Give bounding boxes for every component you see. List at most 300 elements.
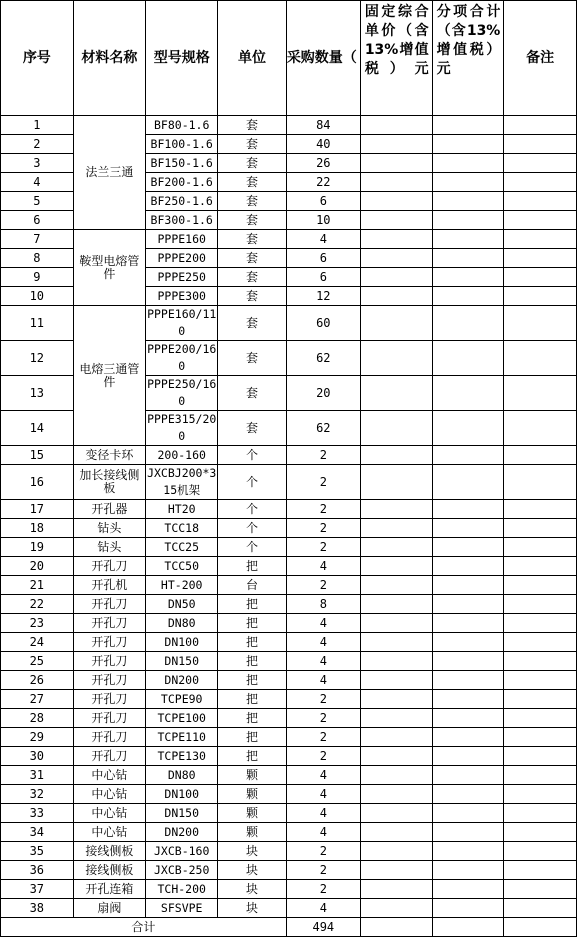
row-fixed-price bbox=[360, 446, 432, 465]
row-subtotal bbox=[432, 576, 504, 595]
row-subtotal bbox=[432, 268, 504, 287]
row-unit: 套 bbox=[218, 154, 287, 173]
row-unit: 套 bbox=[218, 249, 287, 268]
row-unit: 套 bbox=[218, 376, 287, 411]
row-remark bbox=[504, 899, 577, 918]
row-qty: 2 bbox=[286, 880, 360, 899]
row-unit: 套 bbox=[218, 411, 287, 446]
header-name: 材料名称 bbox=[73, 1, 146, 116]
row-remark bbox=[504, 341, 577, 376]
row-remark bbox=[504, 249, 577, 268]
table-row bbox=[1, 861, 577, 880]
table-row bbox=[1, 899, 577, 918]
row-subtotal bbox=[432, 804, 504, 823]
row-qty: 4 bbox=[286, 557, 360, 576]
row-qty: 4 bbox=[286, 785, 360, 804]
row-seq: 11 bbox=[1, 306, 74, 341]
row-seq: 17 bbox=[1, 500, 74, 519]
row-unit: 把 bbox=[218, 633, 287, 652]
row-seq: 7 bbox=[1, 230, 74, 249]
row-name: 接线侧板 bbox=[73, 861, 146, 880]
row-fixed-price bbox=[360, 728, 432, 747]
row-unit: 套 bbox=[218, 306, 287, 341]
row-fixed-price bbox=[360, 804, 432, 823]
row-subtotal bbox=[432, 557, 504, 576]
row-subtotal bbox=[432, 823, 504, 842]
row-unit: 套 bbox=[218, 116, 287, 135]
row-unit: 套 bbox=[218, 287, 287, 306]
row-qty: 12 bbox=[286, 287, 360, 306]
row-subtotal bbox=[432, 633, 504, 652]
table-row bbox=[1, 633, 577, 652]
row-subtotal bbox=[432, 747, 504, 766]
row-fixed-price bbox=[360, 633, 432, 652]
row-spec: BF150-1.6 bbox=[146, 154, 218, 173]
row-remark bbox=[504, 465, 577, 500]
row-name: 开孔机 bbox=[73, 576, 146, 595]
row-name: 开孔刀 bbox=[73, 557, 146, 576]
row-remark bbox=[504, 376, 577, 411]
row-seq: 23 bbox=[1, 614, 74, 633]
row-fixed-price bbox=[360, 842, 432, 861]
row-remark bbox=[504, 633, 577, 652]
row-spec: DN150 bbox=[146, 652, 218, 671]
table-row bbox=[1, 557, 577, 576]
table-row bbox=[1, 690, 577, 709]
row-unit: 台 bbox=[218, 576, 287, 595]
row-subtotal bbox=[432, 538, 504, 557]
row-subtotal bbox=[432, 154, 504, 173]
row-seq: 12 bbox=[1, 341, 74, 376]
row-unit: 个 bbox=[218, 500, 287, 519]
row-spec: PPPE200/160 bbox=[146, 341, 218, 376]
table-row bbox=[1, 671, 577, 690]
row-fixed-price bbox=[360, 154, 432, 173]
row-seq: 3 bbox=[1, 154, 74, 173]
row-qty: 4 bbox=[286, 823, 360, 842]
row-fixed-price bbox=[360, 519, 432, 538]
row-unit: 把 bbox=[218, 671, 287, 690]
row-fixed-price bbox=[360, 306, 432, 341]
row-unit: 颗 bbox=[218, 804, 287, 823]
row-remark bbox=[504, 614, 577, 633]
table-row bbox=[1, 446, 577, 465]
row-seq: 14 bbox=[1, 411, 74, 446]
row-name: 开孔刀 bbox=[73, 614, 146, 633]
row-qty: 40 bbox=[286, 135, 360, 154]
total-remark bbox=[504, 918, 577, 937]
row-subtotal bbox=[432, 465, 504, 500]
row-qty: 2 bbox=[286, 709, 360, 728]
row-unit: 套 bbox=[218, 268, 287, 287]
row-qty: 2 bbox=[286, 576, 360, 595]
row-seq: 26 bbox=[1, 671, 74, 690]
row-qty: 2 bbox=[286, 842, 360, 861]
row-subtotal bbox=[432, 595, 504, 614]
row-fixed-price bbox=[360, 595, 432, 614]
row-seq: 31 bbox=[1, 766, 74, 785]
row-remark bbox=[504, 652, 577, 671]
row-subtotal bbox=[432, 341, 504, 376]
row-qty: 2 bbox=[286, 465, 360, 500]
row-remark bbox=[504, 576, 577, 595]
row-seq: 20 bbox=[1, 557, 74, 576]
row-subtotal bbox=[432, 652, 504, 671]
row-seq: 36 bbox=[1, 861, 74, 880]
row-remark bbox=[504, 268, 577, 287]
row-fixed-price bbox=[360, 211, 432, 230]
header-unit: 单位 bbox=[218, 1, 287, 116]
row-spec: PPPE300 bbox=[146, 287, 218, 306]
row-fixed-price bbox=[360, 614, 432, 633]
row-remark bbox=[504, 595, 577, 614]
row-name: 开孔刀 bbox=[73, 595, 146, 614]
row-subtotal bbox=[432, 899, 504, 918]
row-qty: 4 bbox=[286, 230, 360, 249]
row-spec: PPPE160/110 bbox=[146, 306, 218, 341]
row-unit: 颗 bbox=[218, 785, 287, 804]
row-fixed-price bbox=[360, 576, 432, 595]
row-seq: 37 bbox=[1, 880, 74, 899]
row-fixed-price bbox=[360, 341, 432, 376]
row-remark bbox=[504, 135, 577, 154]
row-remark bbox=[504, 230, 577, 249]
row-qty: 2 bbox=[286, 446, 360, 465]
total-row bbox=[1, 918, 577, 937]
row-qty: 22 bbox=[286, 173, 360, 192]
row-seq: 1 bbox=[1, 116, 74, 135]
row-subtotal bbox=[432, 690, 504, 709]
row-seq: 24 bbox=[1, 633, 74, 652]
row-remark bbox=[504, 728, 577, 747]
row-spec: TCPE100 bbox=[146, 709, 218, 728]
row-fixed-price bbox=[360, 861, 432, 880]
row-remark bbox=[504, 173, 577, 192]
row-spec: DN200 bbox=[146, 671, 218, 690]
row-name: 中心钻 bbox=[73, 804, 146, 823]
row-spec: DN80 bbox=[146, 614, 218, 633]
row-remark bbox=[504, 804, 577, 823]
row-qty: 6 bbox=[286, 249, 360, 268]
row-fixed-price bbox=[360, 192, 432, 211]
row-group-name: 法兰三通 bbox=[73, 116, 146, 230]
row-spec: PPPE200 bbox=[146, 249, 218, 268]
row-remark bbox=[504, 766, 577, 785]
table-row bbox=[1, 306, 577, 341]
row-fixed-price bbox=[360, 899, 432, 918]
row-fixed-price bbox=[360, 376, 432, 411]
row-fixed-price bbox=[360, 880, 432, 899]
row-spec: TCC25 bbox=[146, 538, 218, 557]
row-unit: 颗 bbox=[218, 823, 287, 842]
row-spec: BF250-1.6 bbox=[146, 192, 218, 211]
row-unit: 块 bbox=[218, 880, 287, 899]
row-seq: 35 bbox=[1, 842, 74, 861]
row-name: 开孔刀 bbox=[73, 709, 146, 728]
row-name: 开孔刀 bbox=[73, 671, 146, 690]
table-row bbox=[1, 842, 577, 861]
row-name: 开孔刀 bbox=[73, 728, 146, 747]
row-fixed-price bbox=[360, 230, 432, 249]
row-fixed-price bbox=[360, 690, 432, 709]
row-name: 接线侧板 bbox=[73, 842, 146, 861]
row-seq: 30 bbox=[1, 747, 74, 766]
row-spec: DN100 bbox=[146, 785, 218, 804]
header-seq: 序号 bbox=[1, 1, 74, 116]
header-row bbox=[1, 1, 577, 116]
row-qty: 8 bbox=[286, 595, 360, 614]
header-qty: 采购数量（ bbox=[286, 1, 360, 116]
row-qty: 4 bbox=[286, 899, 360, 918]
header-fixed-price bbox=[360, 1, 432, 116]
row-spec: BF200-1.6 bbox=[146, 173, 218, 192]
table-row bbox=[1, 823, 577, 842]
row-spec: DN80 bbox=[146, 766, 218, 785]
row-qty: 6 bbox=[286, 268, 360, 287]
row-remark bbox=[504, 446, 577, 465]
row-seq: 27 bbox=[1, 690, 74, 709]
table-row bbox=[1, 595, 577, 614]
header-subtotal-text: 分项合计（含13%增值税）元 bbox=[436, 4, 501, 77]
row-spec: PPPE250/160 bbox=[146, 376, 218, 411]
row-qty: 60 bbox=[286, 306, 360, 341]
row-spec: TCPE90 bbox=[146, 690, 218, 709]
total-qty: 494 bbox=[286, 918, 360, 937]
row-seq: 15 bbox=[1, 446, 74, 465]
table-row bbox=[1, 576, 577, 595]
total-subtotal bbox=[432, 918, 504, 937]
row-qty: 2 bbox=[286, 728, 360, 747]
row-spec: DN200 bbox=[146, 823, 218, 842]
row-seq: 16 bbox=[1, 465, 74, 500]
row-remark bbox=[504, 500, 577, 519]
row-unit: 把 bbox=[218, 614, 287, 633]
row-subtotal bbox=[432, 173, 504, 192]
row-unit: 套 bbox=[218, 211, 287, 230]
row-qty: 2 bbox=[286, 861, 360, 880]
row-fixed-price bbox=[360, 652, 432, 671]
row-qty: 2 bbox=[286, 690, 360, 709]
header-remark: 备注 bbox=[504, 1, 577, 116]
row-remark bbox=[504, 880, 577, 899]
row-unit: 套 bbox=[218, 341, 287, 376]
row-qty: 2 bbox=[286, 519, 360, 538]
row-subtotal bbox=[432, 842, 504, 861]
row-name: 开孔刀 bbox=[73, 690, 146, 709]
row-name: 钻头 bbox=[73, 519, 146, 538]
row-subtotal bbox=[432, 211, 504, 230]
row-qty: 10 bbox=[286, 211, 360, 230]
row-spec: PPPE250 bbox=[146, 268, 218, 287]
row-spec: TCPE130 bbox=[146, 747, 218, 766]
row-subtotal bbox=[432, 230, 504, 249]
table-row bbox=[1, 538, 577, 557]
row-name: 扇阀 bbox=[73, 899, 146, 918]
row-qty: 62 bbox=[286, 411, 360, 446]
row-remark bbox=[504, 411, 577, 446]
row-spec: JXCB-160 bbox=[146, 842, 218, 861]
row-unit: 个 bbox=[218, 446, 287, 465]
row-fixed-price bbox=[360, 135, 432, 154]
header-subtotal bbox=[432, 1, 504, 116]
row-spec: HT-200 bbox=[146, 576, 218, 595]
table-row bbox=[1, 652, 577, 671]
row-fixed-price bbox=[360, 268, 432, 287]
row-unit: 把 bbox=[218, 557, 287, 576]
row-remark bbox=[504, 747, 577, 766]
table-row bbox=[1, 614, 577, 633]
row-remark bbox=[504, 519, 577, 538]
row-unit: 块 bbox=[218, 899, 287, 918]
row-qty: 4 bbox=[286, 766, 360, 785]
row-qty: 4 bbox=[286, 671, 360, 690]
row-remark bbox=[504, 154, 577, 173]
row-name: 加长接线侧板 bbox=[73, 465, 146, 500]
row-fixed-price bbox=[360, 766, 432, 785]
table-row bbox=[1, 804, 577, 823]
row-seq: 9 bbox=[1, 268, 74, 287]
total-label: 合计 bbox=[1, 918, 287, 937]
row-spec: HT20 bbox=[146, 500, 218, 519]
row-unit: 套 bbox=[218, 135, 287, 154]
row-seq: 22 bbox=[1, 595, 74, 614]
row-seq: 2 bbox=[1, 135, 74, 154]
row-seq: 19 bbox=[1, 538, 74, 557]
row-name: 开孔连箱 bbox=[73, 880, 146, 899]
row-name: 中心钻 bbox=[73, 823, 146, 842]
row-spec: BF300-1.6 bbox=[146, 211, 218, 230]
row-subtotal bbox=[432, 500, 504, 519]
row-qty: 4 bbox=[286, 804, 360, 823]
row-unit: 把 bbox=[218, 728, 287, 747]
table-row bbox=[1, 880, 577, 899]
row-remark bbox=[504, 287, 577, 306]
row-seq: 4 bbox=[1, 173, 74, 192]
table-row bbox=[1, 785, 577, 804]
row-spec: DN50 bbox=[146, 595, 218, 614]
row-fixed-price bbox=[360, 465, 432, 500]
row-fixed-price bbox=[360, 411, 432, 446]
row-subtotal bbox=[432, 728, 504, 747]
row-spec: 200-160 bbox=[146, 446, 218, 465]
row-subtotal bbox=[432, 116, 504, 135]
row-remark bbox=[504, 192, 577, 211]
row-remark bbox=[504, 823, 577, 842]
row-subtotal bbox=[432, 411, 504, 446]
row-seq: 28 bbox=[1, 709, 74, 728]
row-subtotal bbox=[432, 446, 504, 465]
row-spec: JXCB-250 bbox=[146, 861, 218, 880]
row-seq: 8 bbox=[1, 249, 74, 268]
row-unit: 颗 bbox=[218, 766, 287, 785]
row-fixed-price bbox=[360, 249, 432, 268]
row-seq: 33 bbox=[1, 804, 74, 823]
row-subtotal bbox=[432, 249, 504, 268]
row-fixed-price bbox=[360, 287, 432, 306]
row-subtotal bbox=[432, 135, 504, 154]
row-remark bbox=[504, 306, 577, 341]
row-qty: 6 bbox=[286, 192, 360, 211]
row-qty: 84 bbox=[286, 116, 360, 135]
row-remark bbox=[504, 842, 577, 861]
row-qty: 2 bbox=[286, 747, 360, 766]
row-fixed-price bbox=[360, 538, 432, 557]
row-fixed-price bbox=[360, 823, 432, 842]
row-unit: 把 bbox=[218, 709, 287, 728]
row-unit: 块 bbox=[218, 861, 287, 880]
row-spec: TCPE110 bbox=[146, 728, 218, 747]
table-row bbox=[1, 519, 577, 538]
row-unit: 把 bbox=[218, 595, 287, 614]
row-spec: DN150 bbox=[146, 804, 218, 823]
row-qty: 26 bbox=[286, 154, 360, 173]
table-row bbox=[1, 230, 577, 249]
row-unit: 套 bbox=[218, 192, 287, 211]
row-seq: 18 bbox=[1, 519, 74, 538]
row-subtotal bbox=[432, 671, 504, 690]
table-row bbox=[1, 709, 577, 728]
row-remark bbox=[504, 557, 577, 576]
row-seq: 32 bbox=[1, 785, 74, 804]
row-subtotal bbox=[432, 861, 504, 880]
row-subtotal bbox=[432, 709, 504, 728]
row-group-name: 电熔三通管件 bbox=[73, 306, 146, 446]
row-subtotal bbox=[432, 614, 504, 633]
row-subtotal bbox=[432, 287, 504, 306]
row-subtotal bbox=[432, 785, 504, 804]
row-spec: DN100 bbox=[146, 633, 218, 652]
row-name: 开孔器 bbox=[73, 500, 146, 519]
row-spec: TCH-200 bbox=[146, 880, 218, 899]
row-qty: 62 bbox=[286, 341, 360, 376]
row-spec: TCC50 bbox=[146, 557, 218, 576]
row-group-name: 鞍型电熔管件 bbox=[73, 230, 146, 306]
row-seq: 25 bbox=[1, 652, 74, 671]
row-fixed-price bbox=[360, 709, 432, 728]
total-fixed-price bbox=[360, 918, 432, 937]
row-spec: TCC18 bbox=[146, 519, 218, 538]
row-spec: PPPE160 bbox=[146, 230, 218, 249]
row-spec: BF100-1.6 bbox=[146, 135, 218, 154]
row-fixed-price bbox=[360, 671, 432, 690]
row-qty: 2 bbox=[286, 538, 360, 557]
row-remark bbox=[504, 690, 577, 709]
row-spec: JXCBJ200*315机架 bbox=[146, 465, 218, 500]
row-unit: 套 bbox=[218, 230, 287, 249]
row-name: 变径卡环 bbox=[73, 446, 146, 465]
row-unit: 个 bbox=[218, 519, 287, 538]
row-seq: 29 bbox=[1, 728, 74, 747]
row-seq: 13 bbox=[1, 376, 74, 411]
header-spec: 型号规格 bbox=[146, 1, 218, 116]
row-unit: 套 bbox=[218, 173, 287, 192]
row-seq: 5 bbox=[1, 192, 74, 211]
row-subtotal bbox=[432, 306, 504, 341]
row-spec: SFSVPE bbox=[146, 899, 218, 918]
row-fixed-price bbox=[360, 747, 432, 766]
row-remark bbox=[504, 861, 577, 880]
row-seq: 10 bbox=[1, 287, 74, 306]
table-row bbox=[1, 766, 577, 785]
table-row bbox=[1, 728, 577, 747]
row-subtotal bbox=[432, 519, 504, 538]
row-unit: 块 bbox=[218, 842, 287, 861]
row-unit: 把 bbox=[218, 652, 287, 671]
table-row bbox=[1, 747, 577, 766]
row-remark bbox=[504, 785, 577, 804]
row-fixed-price bbox=[360, 500, 432, 519]
row-unit: 把 bbox=[218, 747, 287, 766]
